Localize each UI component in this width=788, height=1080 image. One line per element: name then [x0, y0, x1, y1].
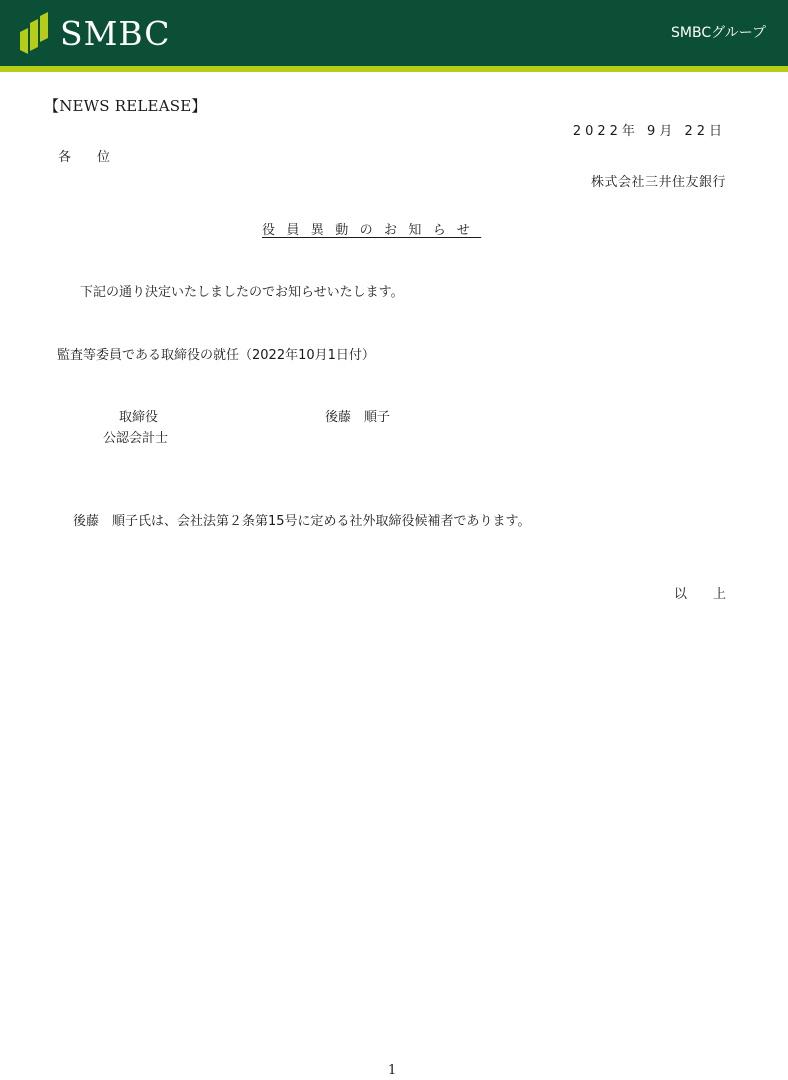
header-band: [0, 0, 788, 66]
appointee-name: 後藤 順子: [325, 410, 391, 425]
intro-paragraph: 下記の通り決定いたしましたのでお知らせいたします。: [80, 285, 404, 300]
logo-text: SMBC: [60, 14, 171, 53]
addressee: 各 位: [58, 150, 111, 165]
document-title: 役員異動のお知らせ: [262, 223, 482, 238]
header-accent-stripe: [0, 66, 788, 72]
news-release-label: 【NEWS RELEASE】: [44, 97, 207, 115]
appointment-profession: 公認会計士: [103, 431, 169, 446]
release-date: 2022年 9月 22日: [572, 124, 726, 139]
group-name: SMBCグループ: [671, 25, 766, 41]
closing-mark: 以 上: [673, 587, 726, 602]
section-heading: 監査等委員である取締役の就任（2022年10月1日付）: [57, 348, 375, 363]
issuer-name: 株式会社三井住友銀行: [590, 175, 726, 190]
page-number: 1: [388, 1063, 397, 1078]
note-paragraph: 後藤 順子氏は、会社法第２条第15号に定める社外取締役候補者であります。: [73, 514, 531, 529]
smbc-leaf-icon: [20, 12, 48, 54]
appointment-role: 取締役: [119, 410, 159, 425]
